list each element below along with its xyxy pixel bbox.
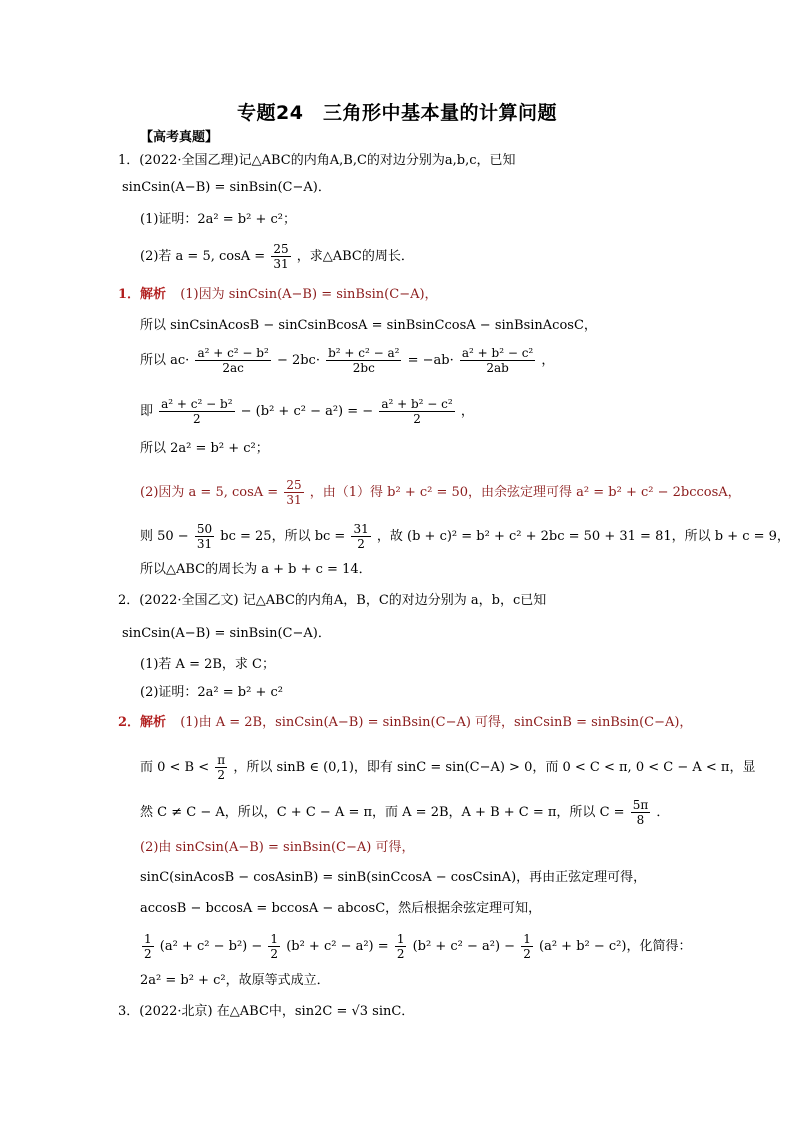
p2-a7 xyxy=(140,932,691,961)
p1-a5: 所以 2a² = b² + c²； xyxy=(140,441,269,456)
denominator: 2ab xyxy=(486,361,509,375)
p1-a7-pre: 则 50 − xyxy=(140,529,189,544)
p2-a2-post: ，所以 sinB ∈ (0,1)，即有 sinC = sin(C−A) > 0，而 0 < C < π, 0 < C − A < π，显 xyxy=(233,760,756,775)
numerator: 1 xyxy=(523,932,531,946)
p1-a3-pre: 所以 ac· xyxy=(140,353,190,368)
p1-a1: (1)因为 sinCsin(A−B) = sinBsin(C−A)， xyxy=(180,287,438,302)
p1-a2: 所以 sinCsinAcosB − sinCsinBcosA = sinBsinCcosA − sinBsinAcosC， xyxy=(140,318,597,333)
p1-answer-line1 xyxy=(118,287,438,303)
denominator: 31 xyxy=(273,257,289,271)
p2-a3-post: ． xyxy=(656,805,670,820)
p2-question-2: (2)证明：2a² = b² + c² xyxy=(140,685,283,700)
p2-stem-line2: sinCsin(A−B) = sinBsin(C−A)． xyxy=(122,626,331,641)
p2-a7-term1: (a² + c² − b²) − xyxy=(159,939,263,954)
page-title: 专题24 三角形中基本量的计算问题 xyxy=(237,102,557,124)
p2-a5: sinC(sinAcosB − cosAsinB) = sinB(sinCcosA − cosCsinA)，再由正弦定理可得， xyxy=(140,870,647,885)
p1-a7-frac2 xyxy=(351,522,370,551)
p1-a4-frac2 xyxy=(379,397,454,426)
p1-question-1: (1)证明：2a² = b² + c²； xyxy=(140,212,296,227)
p1-a6 xyxy=(140,478,741,507)
p2-a3-pre: 然 C ≠ C − A，所以，C + C − A = π，而 A = 2B，A + B + C = π，所以 C = xyxy=(140,805,625,820)
numerator: a² + c² − b² xyxy=(197,346,269,360)
p1-a3-frac3 xyxy=(460,346,535,375)
p1-a6-post: ，由（1）得 b² + c² = 50，由余弦定理可得 a² = b² + c² − 2bccosA， xyxy=(309,485,741,500)
p2-a8: 2a² = b² + c²，故原等式成立． xyxy=(140,973,330,988)
numerator: 5π xyxy=(632,798,649,812)
p1-a7 xyxy=(140,522,790,551)
numerator: 31 xyxy=(353,522,369,536)
half-frac-4 xyxy=(521,932,533,961)
numerator: 1 xyxy=(144,932,152,946)
numerator: 25 xyxy=(273,242,289,256)
p1-a4-mid: − (b² + c² − a²) = − xyxy=(240,404,374,419)
p2-a1: (1)由 A = 2B，sinCsin(A−B) = sinBsin(C−A) 可得，sinCsinB = sinBsin(C−A)， xyxy=(180,715,693,730)
denominator: 2 xyxy=(523,947,531,961)
numerator: 1 xyxy=(270,932,279,946)
p2-answer-label: 2．解析 xyxy=(118,715,167,730)
p1-a3-end: ， xyxy=(541,353,555,368)
p2-a4: (2)由 sinCsin(A−B) = sinBsin(C−A) 可得， xyxy=(140,840,415,855)
numerator: a² + c² − b² xyxy=(161,397,233,411)
p3-stem: 3．(2022·北京) 在△ABC中，sin2C = √3 sinC． xyxy=(118,1004,415,1019)
p2-a7-term4: (a² + b² − c²)，化简得： xyxy=(539,939,692,954)
p1-a3-frac2 xyxy=(326,346,401,375)
half-frac-1 xyxy=(142,932,154,961)
p2-question-1: (1)若 A = 2B，求 C； xyxy=(140,657,275,672)
p1-stem-line2: sinCsin(A−B) = sinBsin(C−A)． xyxy=(122,180,331,195)
denominator: 2 xyxy=(144,947,152,961)
section-heading: 【高考真题】 xyxy=(140,130,219,145)
denominator: 2bc xyxy=(352,361,375,375)
denominator: 31 xyxy=(196,537,213,551)
p1-a8: 所以△ABC的周长为 a + b + c = 14． xyxy=(140,562,372,577)
numerator: b² + c² − a² xyxy=(328,346,400,360)
denominator: 2 xyxy=(217,768,226,782)
p1-a4 xyxy=(140,397,474,426)
p1-q2-post: ，求△ABC的周长． xyxy=(296,249,414,264)
p1-a3-frac1 xyxy=(195,346,270,375)
p1-q2-pre: (2)若 a = 5, cosA = xyxy=(140,249,266,264)
p2-a7-term2: (b² + c² − a²) = xyxy=(286,939,389,954)
p1-a4-pre: 即 xyxy=(140,404,154,419)
p2-a2-pre: 而 0 < B < xyxy=(140,760,210,775)
p2-a3 xyxy=(140,798,669,827)
numerator: 1 xyxy=(396,932,405,946)
denominator: 2 xyxy=(270,947,279,961)
p2-stem-line1: 2．(2022·全国乙文) 记△ABC的内角A，B，C的对边分别为 a，b，c已知 xyxy=(118,593,547,608)
denominator: 2 xyxy=(357,537,365,551)
p1-a4-frac1 xyxy=(159,397,234,426)
half-frac-2 xyxy=(268,932,280,961)
denominator: 2ac xyxy=(222,361,244,375)
p1-answer-label: 1．解析 xyxy=(118,287,167,302)
numerator: 25 xyxy=(286,478,302,492)
numerator: a² + b² − c² xyxy=(461,346,534,360)
denominator: 2 xyxy=(396,947,405,961)
p1-stem-line1: 1．(2022·全国乙理)记△ABC的内角A,B,C的对边分别为a,b,c，已知 xyxy=(118,153,516,168)
half-frac-3 xyxy=(395,932,407,961)
p1-a6-frac xyxy=(284,478,303,507)
numerator: a² + b² − c² xyxy=(381,397,453,411)
numerator: π xyxy=(217,753,226,767)
p1-a6-pre: (2)因为 a = 5, cosA = xyxy=(140,485,279,500)
denominator: 2 xyxy=(413,412,421,426)
p1-a7-mid: bc = 25，所以 bc = xyxy=(220,529,346,544)
p1-a4-end: ， xyxy=(460,404,474,419)
p2-answer-line1 xyxy=(118,715,692,731)
p2-a2-frac xyxy=(215,753,227,782)
numerator: 50 xyxy=(196,522,213,536)
p1-a3 xyxy=(140,346,554,375)
p2-a3-frac xyxy=(631,798,651,827)
p1-a3-mid1: − 2bc· xyxy=(276,353,320,368)
denominator: 2 xyxy=(193,412,201,426)
p1-a7-post: ，故 (b + c)² = b² + c² + 2bc = 50 + 31 = 81，所以 b + c = 9， xyxy=(376,529,790,544)
p1-a7-frac1 xyxy=(195,522,214,551)
p1-question-2 xyxy=(140,242,414,271)
denominator: 31 xyxy=(286,493,302,507)
p2-a6: accosB − bccosA = bccosA − abcosC，然后根据余弦定理可知， xyxy=(140,901,542,916)
denominator: 8 xyxy=(636,813,645,827)
p2-a2 xyxy=(140,753,755,782)
p1-q2-fraction xyxy=(271,242,290,271)
p1-a3-mid2: = −ab· xyxy=(407,353,454,368)
p2-a7-term3: (b² + c² − a²) − xyxy=(412,939,516,954)
